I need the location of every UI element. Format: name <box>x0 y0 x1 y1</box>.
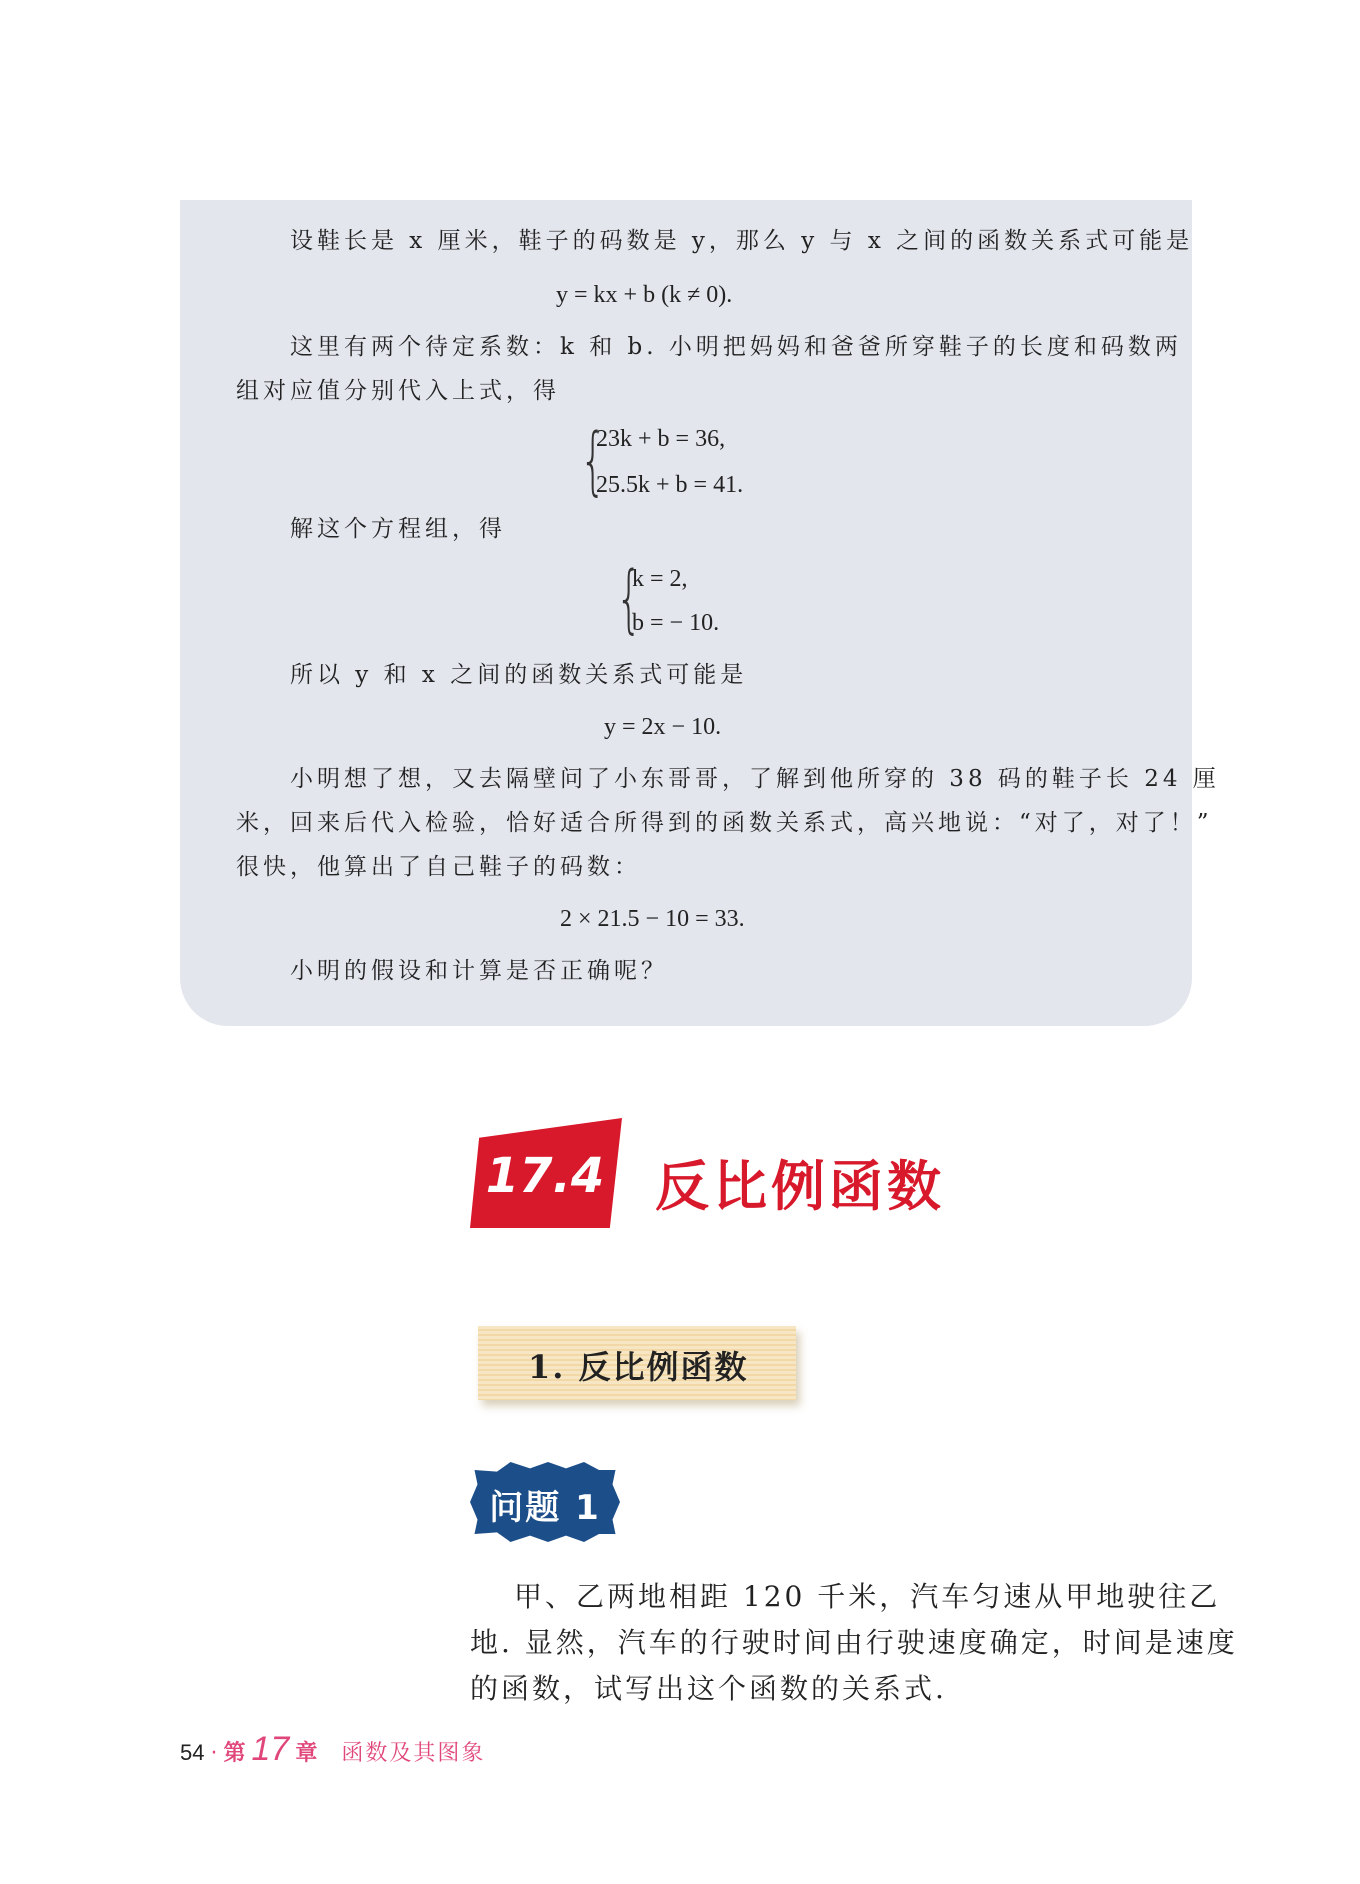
page-number: 54 <box>180 1740 205 1765</box>
chapter-number: 17 <box>251 1730 290 1768</box>
box-text-line: 米，回来后代入检验，恰好适合所得到的函数关系式，高兴地说：“对了，对了！” <box>236 810 1213 836</box>
box-text-line: 小明的假设和计算是否正确呢？ <box>290 958 668 984</box>
chapter-prefix: 第 <box>223 1741 246 1766</box>
subsection-title: 1. 反比例函数 <box>528 1348 749 1386</box>
solution-equation: b = − 10. <box>632 610 720 636</box>
chapter-name: 函数及其图象 <box>341 1741 486 1766</box>
equation-calc: 2 × 21.5 − 10 = 33. <box>560 906 745 932</box>
section-number: 17.4 <box>485 1148 605 1204</box>
brace-icon: { <box>580 418 606 504</box>
box-text-line: 这里有两个待定系数：k 和 b. 小明把妈妈和爸爸所穿鞋子的长度和码数两 <box>290 334 1182 360</box>
box-text-line: 很快，他算出了自己鞋子的码数： <box>236 854 641 880</box>
equation-result: y = 2x − 10. <box>604 714 722 740</box>
box-text-line: 小明想了想，又去隔壁问了小东哥哥，了解到他所穿的 38 码的鞋子长 24 厘 <box>290 766 1220 792</box>
section-title: 反比例函数 <box>655 1155 945 1218</box>
box-text-line: 设鞋长是 x 厘米，鞋子的码数是 y，那么 y 与 x 之间的函数关系式可能是 <box>290 228 1194 254</box>
problem-text-line: 地. 显然，汽车的行驶时间由行驶速度确定，时间是速度 <box>470 1626 1238 1659</box>
box-text-line: 解这个方程组，得 <box>290 516 506 542</box>
problem-text-line: 的函数，试写出这个函数的关系式. <box>470 1672 947 1705</box>
chapter-suffix: 章 <box>295 1741 318 1766</box>
brace-icon: { <box>616 556 642 642</box>
page-footer <box>180 1730 485 1769</box>
system-equation: 25.5k + b = 41. <box>596 472 744 498</box>
equation-linear: y = kx + b (k ≠ 0). <box>556 282 733 308</box>
problem-text-line: 甲、乙两地相距 120 千米，汽车匀速从甲地驶往乙 <box>514 1580 1221 1613</box>
system-equation: 23k + b = 36, <box>596 426 726 452</box>
box-text-line: 所以 y 和 x 之间的函数关系式可能是 <box>290 662 748 688</box>
problem-label: 问题 1 <box>489 1488 601 1528</box>
solution-equation: k = 2, <box>632 566 688 592</box>
footer-dot: · <box>210 1741 218 1766</box>
box-text-line: 组对应值分别代入上式，得 <box>236 378 560 404</box>
